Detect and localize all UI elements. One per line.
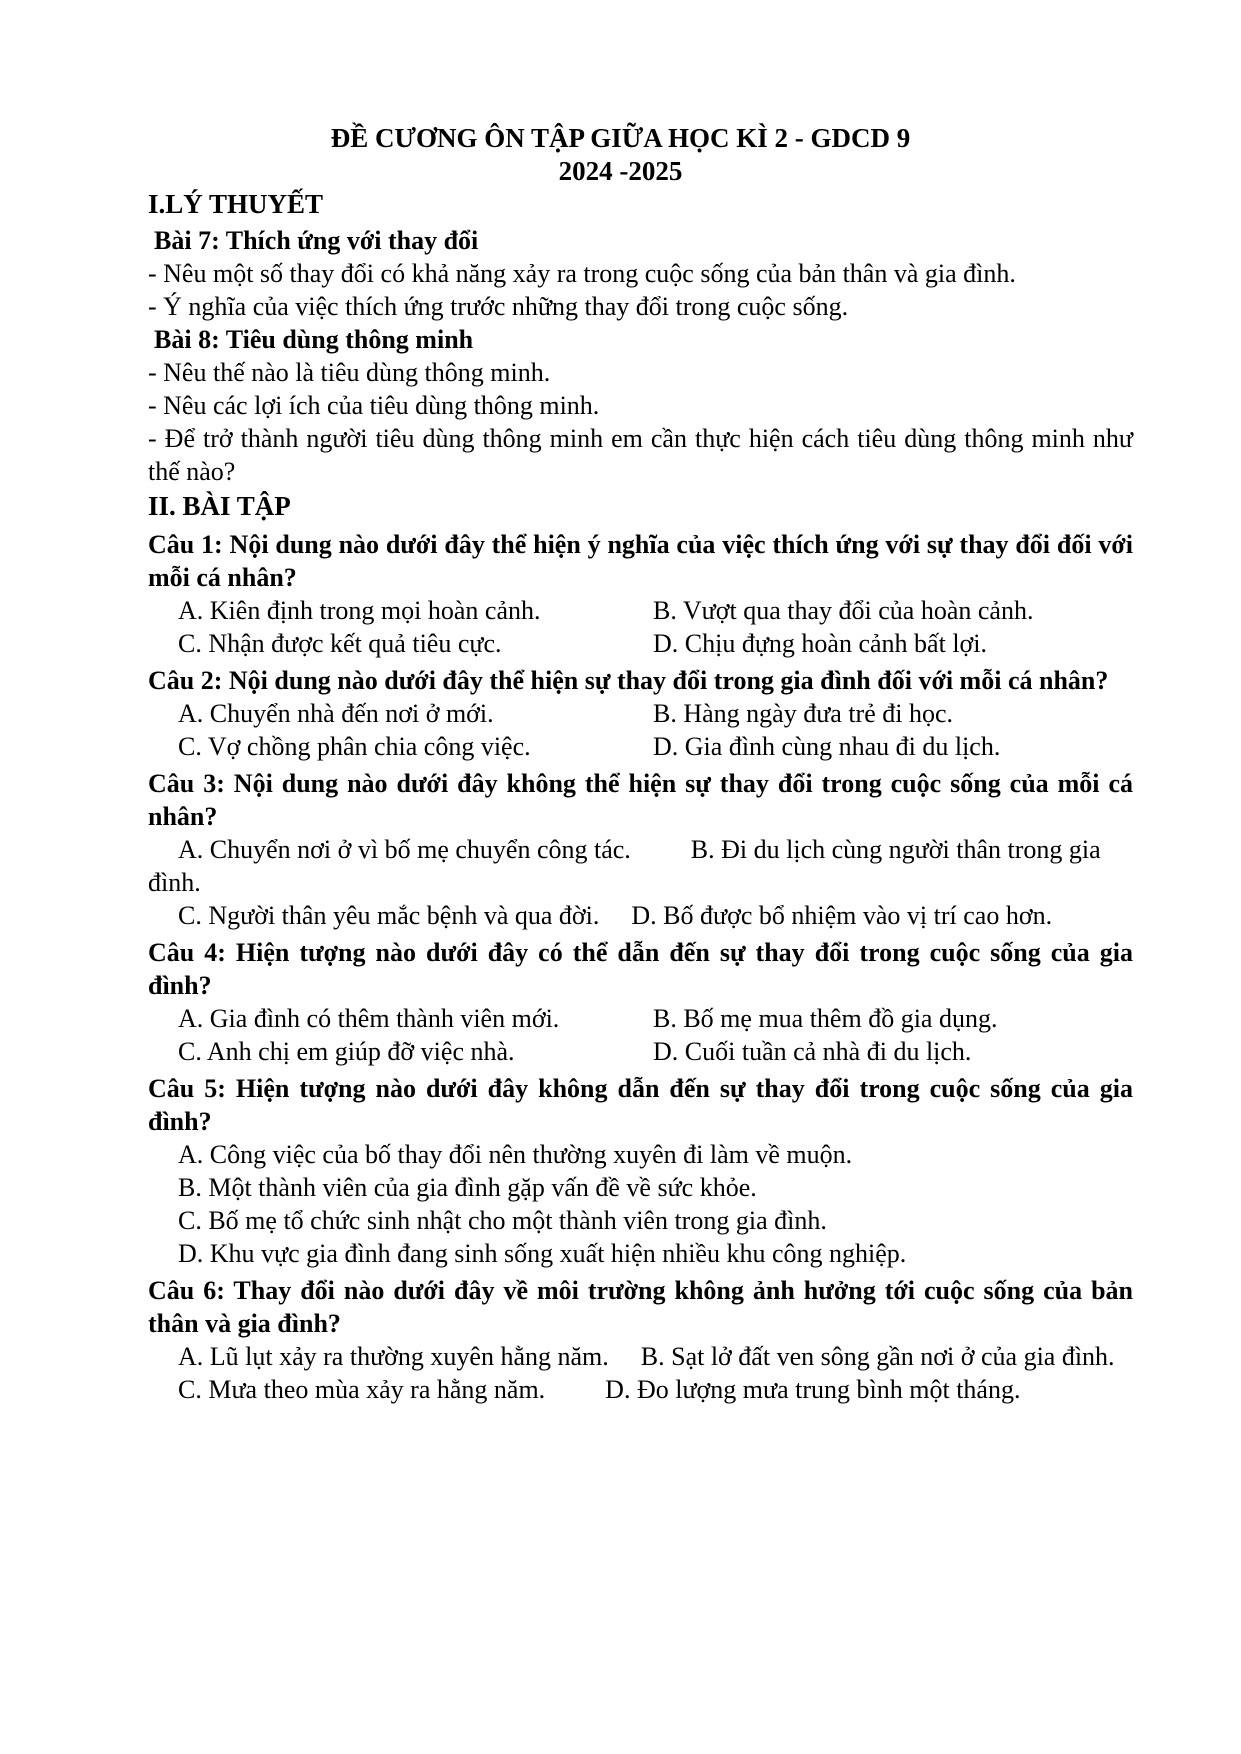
answer-option: C. Người thân yêu mắc bệnh và qua đời. xyxy=(178,901,600,930)
question-text: Câu 3: Nội dung nào dưới đây không thể hiện sự thay đổi trong cuộc sống của mỗi cá nhân? xyxy=(148,769,1133,831)
question-text: Câu 5: Hiện tượng nào dưới đây không dẫn đến sự thay đổi trong cuộc sống của gia đình? xyxy=(148,1074,1133,1136)
lesson-item: - Nêu một số thay đổi có khả năng xảy ra trong cuộc sống của bản thân và gia đình. xyxy=(148,259,1016,288)
answer-option: B. Một thành viên của gia đình gặp vấn đề về sức khỏe. xyxy=(178,1173,757,1202)
answer-option: D. Khu vực gia đình đang sinh sống xuất hiện nhiều khu công nghiệp. xyxy=(178,1239,907,1268)
answer-option: D. Cuối tuần cả nhà đi du lịch. xyxy=(653,1037,972,1066)
answer-option: D. Gia đình cùng nhau đi du lịch. xyxy=(653,732,1001,761)
answer-options-row xyxy=(148,1340,1133,1373)
answer-option: B. Đi du lịch cùng người thân trong gia đình. xyxy=(148,835,1101,897)
answer-option: A. Gia đình có thêm thành viên mới. xyxy=(178,1004,560,1033)
answer-option: D. Chịu đựng hoàn cảnh bất lợi. xyxy=(653,629,988,658)
question-text: Câu 4: Hiện tượng nào dưới đây có thể dẫn đến sự thay đổi trong cuộc sống của gia đình? xyxy=(148,938,1133,1000)
document-year: 2024 -2025 xyxy=(558,156,683,186)
answer-option: D. Đo lượng mưa trung bình một tháng. xyxy=(605,1375,1021,1404)
answer-options xyxy=(148,697,1133,763)
lesson-item: - Nêu thế nào là tiêu dùng thông minh. xyxy=(148,358,551,387)
lesson-item: - Nêu các lợi ích của tiêu dùng thông minh. xyxy=(148,391,600,420)
question xyxy=(148,767,1133,932)
lesson-item: - Ý nghĩa của việc thích ứng trước những thay đổi trong cuộc sống. xyxy=(148,292,849,321)
question xyxy=(148,664,1133,763)
answer-option: A. Chuyển nơi ở vì bố mẹ chuyển công tác. xyxy=(178,835,631,864)
lesson-title: Bài 7: Thích ứng với thay đổi xyxy=(154,226,479,255)
answer-option: C. Anh chị em giúp đỡ việc nhà. xyxy=(178,1037,515,1066)
answer-options xyxy=(148,1002,1133,1068)
question xyxy=(148,528,1133,660)
answer-options-row xyxy=(148,1373,1133,1406)
section-heading-exercises: II. BÀI TẬP xyxy=(148,491,291,521)
answer-option: B. Hàng ngày đưa trẻ đi học. xyxy=(653,699,954,728)
answer-option: B. Sạt lở đất ven sông gần nơi ở của gia đình. xyxy=(640,1342,1115,1371)
answer-option: C. Vợ chồng phân chia công việc. xyxy=(178,732,531,761)
answer-option: C. Mưa theo mùa xảy ra hằng năm. xyxy=(178,1375,546,1404)
answer-option: A. Công việc của bố thay đổi nên thường xuyên đi làm về muộn. xyxy=(178,1140,853,1169)
answer-options-row xyxy=(148,899,1133,932)
question-text: Câu 1: Nội dung nào dưới đây thể hiện ý nghĩa của việc thích ứng với sự thay đổi đối với mỗi cá nhân? xyxy=(148,530,1133,592)
document-title: ĐỀ CƯƠNG ÔN TẬP GIỮA HỌC KÌ 2 - GDCD 9 xyxy=(330,123,911,153)
answer-options xyxy=(148,594,1133,660)
answer-options-row xyxy=(148,833,1133,899)
answer-option: C. Nhận được kết quả tiêu cực. xyxy=(178,629,502,658)
answer-option: A. Lũ lụt xảy ra thường xuyên hằng năm. xyxy=(178,1342,609,1371)
document-body xyxy=(148,186,1133,1406)
answer-option: A. Kiên định trong mọi hoàn cảnh. xyxy=(178,596,541,625)
question-text: Câu 6: Thay đổi nào dưới đây về môi trường không ảnh hưởng tới cuộc sống của bản thân và gia đình? xyxy=(148,1276,1133,1338)
lesson-item: - Để trở thành người tiêu dùng thông minh em cần thực hiện cách tiêu dùng thông minh như thế nào? xyxy=(148,424,1133,486)
section-heading-theory: I.LÝ THUYẾT xyxy=(148,189,324,219)
question xyxy=(148,1274,1133,1406)
question xyxy=(148,936,1133,1068)
answer-option: A. Chuyển nhà đến nơi ở mới. xyxy=(178,699,494,728)
answer-option: C. Bố mẹ tổ chức sinh nhật cho một thành viên trong gia đình. xyxy=(178,1206,827,1235)
question-text: Câu 2: Nội dung nào dưới đây thể hiện sự thay đổi trong gia đình đối với mỗi cá nhân? xyxy=(148,666,1109,695)
answer-option: B. Vượt qua thay đổi của hoàn cảnh. xyxy=(653,596,1034,625)
question xyxy=(148,1072,1133,1270)
answer-option: D. Bố được bổ nhiệm vào vị trí cao hơn. xyxy=(631,901,1053,930)
lesson-title: Bài 8: Tiêu dùng thông minh xyxy=(154,325,474,354)
answer-option: B. Bố mẹ mua thêm đồ gia dụng. xyxy=(653,1004,998,1033)
